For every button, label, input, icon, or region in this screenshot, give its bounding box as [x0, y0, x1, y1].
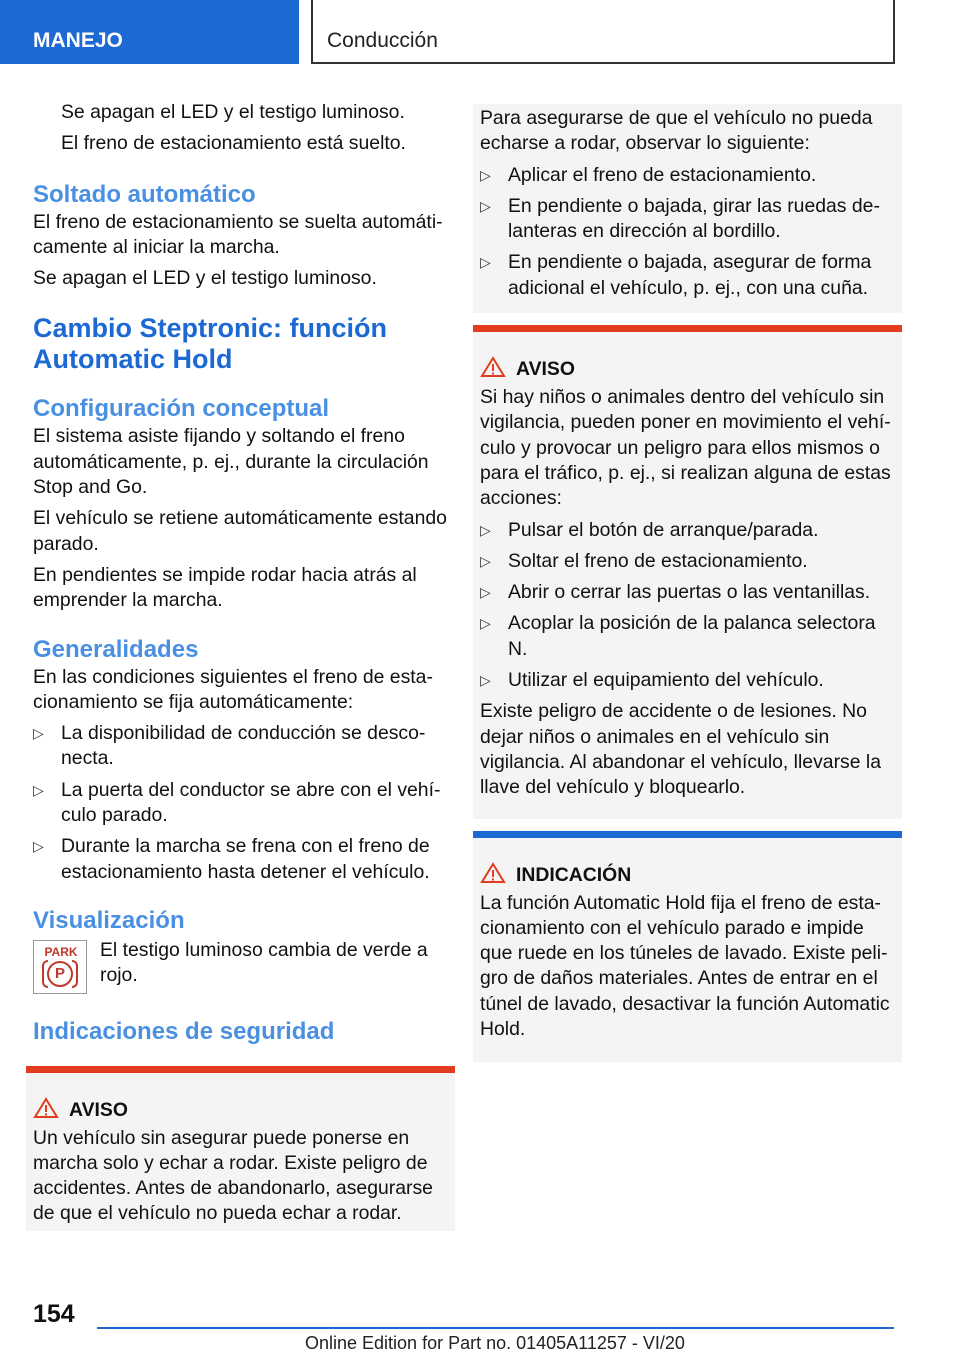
triangle-bullet-icon: ▷ — [480, 584, 491, 601]
list-item: ▷ Soltar el freno de estacionamiento. — [480, 549, 895, 574]
triangle-bullet-icon: ▷ — [33, 725, 44, 742]
list-item: ▷ La disponibilidad de conducción se desconecta. — [33, 722, 426, 770]
right-column — [480, 100, 895, 1062]
heading-general: Generalidades — [33, 635, 199, 663]
warning-triangle-icon — [33, 1097, 59, 1119]
warning-title: AVISO — [480, 356, 895, 382]
triangle-bullet-icon: ▷ — [480, 672, 491, 689]
triangle-bullet-icon: ▷ — [33, 838, 44, 855]
triangle-bullet-icon: ▷ — [480, 254, 491, 271]
display-row — [33, 936, 448, 989]
concept-p2: El vehículo se retiene automáticamente estando parado. — [33, 507, 447, 555]
list-item: ▷ Pulsar el botón de arranque/parada. — [480, 518, 895, 543]
general-p1: En las condiciones siguientes el freno de estacionamiento se fija automáticamente: — [33, 665, 433, 713]
continued-box — [473, 104, 902, 313]
section-tab: MANEJO — [0, 0, 299, 64]
heading-concept: Configuración conceptual — [33, 395, 330, 423]
note-box — [473, 831, 902, 1063]
heading-safety: Indicaciones de seguridad — [33, 1017, 335, 1045]
page-number: 154 — [33, 1300, 75, 1328]
list-item: ▷ La puerta del conductor se abre con el vehículo parado. — [33, 778, 441, 827]
warning-triangle-icon — [480, 356, 506, 378]
note-text: La función Automatic Hold fija el freno de estacionamiento con el vehículo parado e impide que ruede en los túneles de lavado. Existe peligro de daños materiales. Antes de entrar en el túnel de lavado, desactivar la función Automatic Hold. — [480, 891, 890, 1041]
general-list — [33, 721, 448, 885]
note-title: INDICACIÓN — [480, 862, 895, 888]
triangle-bullet-icon: ▷ — [480, 166, 491, 183]
heading-auto-release: Soltado automático — [33, 180, 256, 208]
display-text: El testigo luminoso cambia de verde a rojo. — [100, 938, 428, 987]
intro-line-2: El freno de estacionamiento está suelto. — [61, 132, 406, 155]
triangle-bullet-icon: ▷ — [33, 781, 44, 798]
page-header — [0, 0, 960, 66]
left-column — [33, 100, 448, 1231]
concept-p1: El sistema asiste fijando y soltando el freno automáticamente, p. ej., durante la circulación Stop and Go. — [33, 425, 429, 499]
edition-text: Online Edition for Part no. 01405A11257 - VI/20 — [305, 1333, 685, 1353]
triangle-bullet-icon: ▷ — [480, 552, 491, 569]
continued-list — [480, 163, 895, 301]
heading-steptronic: Cambio Steptronic: función Automatic Hold — [33, 313, 387, 375]
list-item: ▷ Acoplar la posición de la palanca selectora N. — [480, 612, 876, 660]
heading-display: Visualización — [33, 906, 185, 934]
triangle-bullet-icon: ▷ — [480, 615, 491, 632]
auto-release-p2: Se apagan el LED y el testigo luminoso. — [33, 267, 377, 290]
list-item: ▷ Abrir o cerrar las puertas o las ventanillas. — [480, 580, 895, 605]
triangle-bullet-icon: ▷ — [480, 521, 491, 538]
triangle-bullet-icon: ▷ — [480, 197, 491, 214]
warning-box-1 — [26, 1066, 455, 1231]
intro-line-1: Se apagan el LED y el testigo luminoso. — [61, 101, 405, 123]
auto-release-p1: El freno de estacionamiento se suelta automáticamente al iniciar la marcha. — [33, 210, 443, 258]
warning-title: AVISO — [33, 1097, 448, 1123]
chapter-title: Conducción — [311, 0, 895, 64]
list-item: ▷ Utilizar el equipamiento del vehículo. — [480, 668, 895, 693]
warning-2-p2: Existe peligro de accidente o de lesiones. No dejar niños o animales en el vehículo sin vigilancia. Al abandonar el vehículo, llevarse la llave del vehículo y bloquearlo. — [480, 700, 881, 799]
warning-1-text: Un vehículo sin asegurar puede ponerse en marcha solo y echar a rodar. Existe peligro de accidentes. Antes de abandonarlo, asegurarse de que el vehículo no pueda echar a rodar. — [33, 1126, 433, 1225]
warning-2-list — [480, 518, 895, 694]
concept-p3: En pendientes se impide rodar hacia atrás al emprender la marcha. — [33, 563, 417, 612]
list-item: ▷ En pendiente o bajada, girar las ruedas delanteras en dirección al bordillo. — [480, 194, 880, 243]
warning-triangle-icon — [480, 862, 506, 884]
list-item: ▷ En pendiente o bajada, asegurar de forma adicional el vehículo, p. ej., con una cuña. — [480, 251, 872, 299]
park-brake-warning-icon: PARK P — [33, 940, 87, 994]
warning-2-p1: Si hay niños o animales dentro del vehículo sin vigilancia, pueden poner en movimiento el vehículo y provocar un peligro para ellos mismos o para el tráfico, p. ej., si realizan alguna de estas acciones: — [480, 386, 891, 510]
warning-box-2 — [473, 325, 902, 818]
continued-p1: Para asegurarse de que el vehículo no pueda echarse a rodar, observar lo siguiente: — [480, 107, 873, 155]
list-item: ▷ Aplicar el freno de estacionamiento. — [480, 163, 895, 188]
footer-divider — [97, 1327, 894, 1329]
list-item: ▷ Durante la marcha se frena con el freno de estacionamiento hasta detener el vehículo. — [33, 835, 430, 883]
